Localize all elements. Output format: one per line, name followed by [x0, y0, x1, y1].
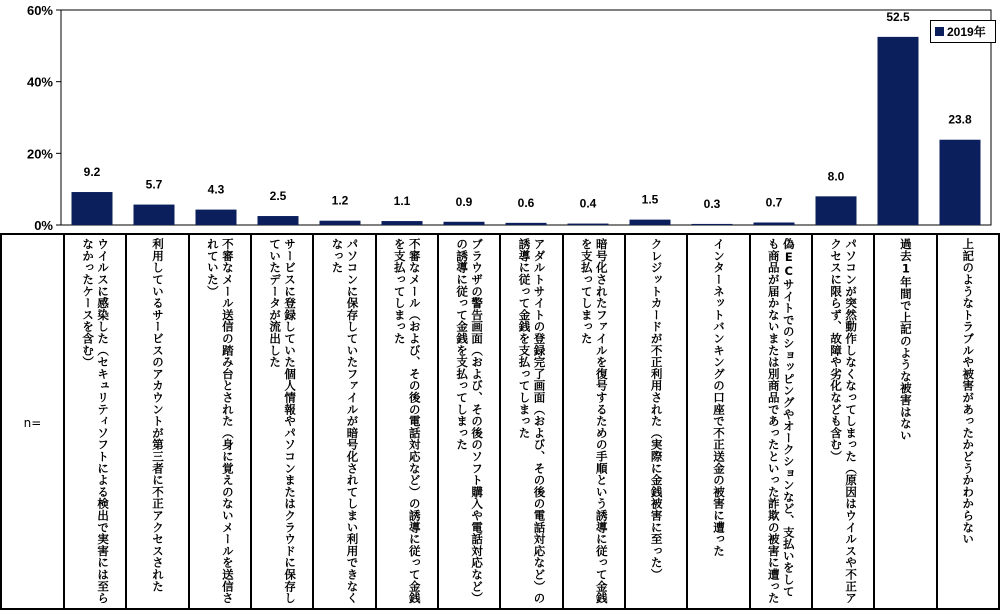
- category-row: [1, 234, 999, 609]
- category-label: パソコンに保存していたファイルが暗号化されてしまい利用できなくなった: [330, 238, 360, 604]
- plot-frame: [61, 10, 991, 225]
- category-cell: [189, 234, 251, 609]
- data-label: 8.0: [827, 169, 845, 184]
- category-cell: [937, 234, 999, 609]
- category-label: 利用しているサービスのアカウントが第三者に不正アクセスされた: [150, 238, 165, 592]
- bar: [382, 221, 423, 225]
- n-label: n=: [23, 416, 42, 430]
- data-label: 23.8: [948, 112, 972, 127]
- category-label: 上記のようなトラブルや被害があったかどうかわからない: [961, 238, 976, 545]
- category-cell: [750, 234, 812, 609]
- category-label: ブラウザの警告画面（および、その後のソフト購入や電話対応など）の誘導に従って金銭を支払ってしまった: [455, 238, 485, 604]
- category-cell: [625, 234, 687, 609]
- bar: [196, 210, 237, 225]
- data-label: 52.5: [886, 9, 910, 24]
- category-label: クレジットカードが不正利用された（実際に金銭被害に至った）: [649, 238, 664, 581]
- bar: [506, 223, 547, 225]
- data-label: 0.7: [765, 195, 783, 210]
- data-label: 1.1: [393, 194, 411, 209]
- category-label: 暗号化されたファイルを復号するための手順という誘導に従って金銭を支払ってしまった: [579, 238, 609, 604]
- category-cell: [64, 234, 126, 609]
- y-axis: [27, 3, 61, 233]
- bar: [444, 222, 485, 225]
- category-cell: [251, 234, 313, 609]
- category-cell: [687, 234, 749, 609]
- data-labels: [84, 10, 972, 211]
- legend: [930, 20, 996, 43]
- category-label: サービスに登録していた個人情報やパソコンまたはクラウドに保存していたデータが流出した: [268, 238, 298, 604]
- category-cell: [500, 234, 562, 609]
- data-label: 2.5: [269, 189, 287, 204]
- category-label: 過去1年間で上記のような被害はない: [898, 238, 913, 442]
- bar: [320, 221, 361, 225]
- bar: [816, 196, 857, 225]
- bar: [630, 220, 671, 225]
- category-cell: [563, 234, 625, 609]
- data-label: 0.4: [579, 196, 597, 211]
- category-label: 不審なメール送信の踏み台とされた（身に覚えのないメールを送信されていた）: [205, 238, 235, 604]
- category-label: 不審なメール（および、その後の電話対応など）の誘導に従って金銭を支払ってしまった: [392, 238, 422, 604]
- data-label: 9.2: [83, 165, 101, 180]
- category-label: ウイルスに感染した（セキュリティソフトによる検出で実害には至らなかったケースを含む）: [81, 238, 111, 604]
- category-cell: [313, 234, 375, 609]
- bar: [568, 224, 609, 225]
- y-tick-label: 40%: [26, 74, 53, 90]
- category-cell: [376, 234, 438, 609]
- category-cell: [874, 234, 936, 609]
- data-label: 0.9: [455, 194, 473, 209]
- category-table: [0, 233, 1000, 610]
- category-cell: [812, 234, 874, 609]
- legend-label: 2019年: [947, 25, 986, 39]
- y-tick-label: 0%: [34, 218, 53, 233]
- bar: [258, 216, 299, 225]
- category-label: アダルトサイトの登録完了画面（および、その後の電話対応など）の誘導に従って金銭を支払ってしまった: [517, 238, 547, 604]
- data-label: 0.6: [517, 195, 535, 210]
- data-label: 0.3: [703, 196, 721, 211]
- bar: [72, 192, 113, 225]
- y-tick-label: 60%: [26, 3, 53, 18]
- bar: [878, 37, 919, 225]
- category-label: 偽ECサイトでのショッピングやオークションなど、支払いをしても商品が届かないまたは別商品であったといった詐欺の被害に遭った: [766, 238, 796, 604]
- data-label: 1.2: [331, 193, 349, 208]
- bar-chart: [0, 0, 1000, 233]
- plot-border: [61, 10, 991, 225]
- category-label: パソコンが突然動作しなくなってしまった（原因はウイルスや不正アクセスに限らず、故障や劣化なども含む）: [829, 238, 859, 604]
- bar: [134, 205, 175, 225]
- data-label: 1.5: [641, 192, 659, 207]
- data-label: 5.7: [145, 177, 163, 192]
- bar: [754, 222, 795, 225]
- category-label: インターネットバンキングの口座で不正送金の被害に遭った: [711, 238, 726, 557]
- category-cell: [438, 234, 500, 609]
- legend-swatch-2019: [935, 27, 944, 36]
- bar: [940, 140, 981, 225]
- bar: [692, 224, 733, 225]
- data-label: 4.3: [207, 182, 225, 197]
- n-cell: [1, 234, 64, 609]
- category-cell: [126, 234, 188, 609]
- y-tick-label: 20%: [26, 146, 53, 162]
